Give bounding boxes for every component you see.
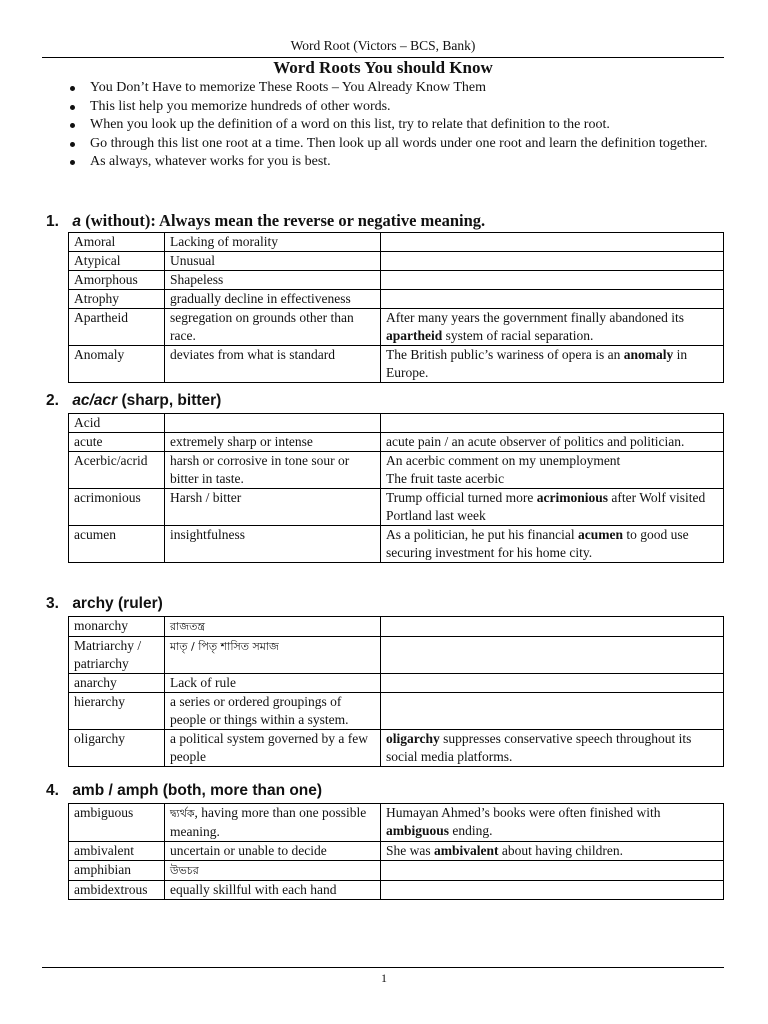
word-cell: anarchy — [69, 674, 165, 693]
table-row — [69, 346, 724, 383]
example-cell — [381, 881, 724, 900]
example-keyword: ambivalent — [434, 843, 499, 858]
definition-cell — [165, 861, 381, 881]
word-cell: Acid — [69, 414, 165, 433]
example-keyword: ambiguous — [386, 823, 450, 838]
table-row — [69, 804, 724, 842]
example-text: suppresses conservative speech throughout its social media platforms. — [386, 731, 692, 764]
table-row — [69, 452, 724, 489]
table-row — [69, 693, 724, 730]
intro-bullet: As always, whatever works for you is best. — [68, 153, 718, 172]
example-text: The fruit taste acerbic — [386, 471, 505, 486]
example-cell — [381, 489, 724, 526]
section-root: ac/acr — [72, 392, 118, 409]
example-text: She was — [386, 843, 434, 858]
example-cell — [381, 290, 724, 309]
word-cell: oligarchy — [69, 730, 165, 767]
table-row — [69, 433, 724, 452]
example-cell — [381, 842, 724, 861]
definition-cell — [165, 693, 381, 730]
table-row — [69, 309, 724, 346]
table-row — [69, 526, 724, 563]
definition-text: extremely sharp or intense — [170, 434, 313, 449]
example-cell — [381, 252, 724, 271]
definition-cell — [165, 433, 381, 452]
example-cell — [381, 414, 724, 433]
table-row — [69, 252, 724, 271]
definition-cell — [165, 414, 381, 433]
definition-cell — [165, 881, 381, 900]
table-row — [69, 233, 724, 252]
definition-text: Harsh / bitter — [170, 490, 242, 505]
table-row — [69, 617, 724, 637]
section-meaning: (both, more than one) — [162, 782, 323, 799]
example-keyword: apartheid — [386, 328, 443, 343]
intro-bullet: Go through this list one root at a time. Then look up all words under one root and learn the definition together. — [68, 135, 718, 154]
example-cell — [381, 452, 724, 489]
definition-cell — [165, 842, 381, 861]
table-row — [69, 637, 724, 674]
definition-text: রাজতন্ত্র — [170, 620, 205, 633]
intro-bullet: When you look up the definition of a word on this list, try to relate that definition to the root. — [68, 116, 718, 135]
word-cell: amphibian — [69, 861, 165, 881]
example-text: Trump official turned more — [386, 490, 537, 505]
example-text: acute pain / an acute observer of politics and politician. — [386, 434, 685, 449]
definition-cell — [165, 730, 381, 767]
example-text: After many years the government finally abandoned its — [386, 310, 685, 325]
word-cell: acumen — [69, 526, 165, 563]
example-cell — [381, 433, 724, 452]
definition-cell — [165, 309, 381, 346]
section-meaning: (sharp, bitter) — [121, 392, 222, 409]
table-row — [69, 730, 724, 767]
section-number: 2. — [46, 392, 59, 409]
table-row — [69, 271, 724, 290]
example-cell — [381, 526, 724, 563]
section-heading-a — [46, 211, 485, 231]
section-number: 1. — [46, 213, 59, 230]
table-row — [69, 674, 724, 693]
section-heading-ac-acr — [46, 392, 221, 410]
definition-text: equally skillful with each hand — [170, 882, 337, 897]
word-cell: Amorphous — [69, 271, 165, 290]
definition-text: gradually decline in effectiveness — [170, 291, 351, 306]
example-text: As a politician, he put his financial — [386, 527, 578, 542]
root-table-ac-acr — [68, 413, 724, 563]
example-cell — [381, 804, 724, 842]
section-number: 4. — [46, 782, 59, 799]
example-text: system of racial separation. — [442, 328, 594, 343]
definition-text: segregation on grounds other than race. — [170, 310, 354, 343]
section-heading-archy — [46, 595, 163, 613]
definition-cell — [165, 290, 381, 309]
definition-cell — [165, 452, 381, 489]
example-cell — [381, 617, 724, 637]
table-row — [69, 881, 724, 900]
example-text: Humayan Ahmed’s books were often finished with — [386, 805, 661, 820]
definition-text: deviates from what is standard — [170, 347, 335, 362]
word-cell: Apartheid — [69, 309, 165, 346]
root-table-a — [68, 232, 724, 383]
example-keyword: acumen — [577, 527, 623, 542]
example-cell — [381, 730, 724, 767]
word-cell: ambiguous — [69, 804, 165, 842]
example-cell — [381, 346, 724, 383]
section-heading-amb-amph — [46, 782, 322, 800]
intro-bullet-list — [68, 79, 718, 172]
definition-cell — [165, 637, 381, 674]
definition-text: Unusual — [170, 253, 215, 268]
intro-bullet: This list help you memorize hundreds of other words. — [68, 98, 718, 117]
definition-text: Lacking of morality — [170, 234, 278, 249]
definition-text: uncertain or unable to decide — [170, 843, 327, 858]
definition-cell — [165, 233, 381, 252]
definition-text: Shapeless — [170, 272, 224, 287]
example-text: after Wolf visited Portland last week — [386, 490, 706, 523]
example-text: An acerbic comment on my unemployment — [386, 453, 621, 468]
example-cell — [381, 861, 724, 881]
section-meaning: (without): Always mean the reverse or negative meaning. — [85, 211, 486, 230]
word-cell: Matriarchy / patriarchy — [69, 637, 165, 674]
definition-cell — [165, 271, 381, 290]
example-cell — [381, 637, 724, 674]
example-text: in Europe. — [386, 347, 688, 380]
example-keyword: acrimonious — [536, 490, 608, 505]
table-row — [69, 414, 724, 433]
definition-cell — [165, 526, 381, 563]
definition-cell — [165, 252, 381, 271]
page-number: 1 — [381, 971, 387, 985]
section-root: archy — [72, 595, 114, 612]
section-number: 3. — [46, 595, 59, 612]
example-keyword: anomaly — [623, 347, 674, 362]
example-cell — [381, 693, 724, 730]
footer-divider — [42, 967, 724, 968]
word-cell: Amoral — [69, 233, 165, 252]
definition-text: a political system governed by a few people — [170, 731, 368, 764]
example-cell — [381, 674, 724, 693]
definition-text: harsh or corrosive in tone sour or bitter in taste. — [170, 453, 350, 486]
example-text: about having children. — [498, 843, 623, 858]
example-text: ending. — [449, 823, 493, 838]
definition-text: মাতৃ / পিতৃ শাসিত সমাজ — [170, 640, 279, 653]
table-row — [69, 489, 724, 526]
word-cell: Atrophy — [69, 290, 165, 309]
word-cell: ambivalent — [69, 842, 165, 861]
definition-bangla: দ্ব্যর্থক — [170, 807, 195, 820]
word-cell: Atypical — [69, 252, 165, 271]
definition-cell — [165, 489, 381, 526]
definition-text: , having more than one possible meaning. — [170, 805, 367, 839]
example-cell — [381, 233, 724, 252]
word-cell: ambidextrous — [69, 881, 165, 900]
word-cell: monarchy — [69, 617, 165, 637]
definition-text: উভচর — [170, 864, 199, 877]
page-title: Word Roots You should Know — [273, 58, 493, 77]
section-root: a — [72, 213, 81, 230]
table-row — [69, 842, 724, 861]
definition-cell — [165, 617, 381, 637]
root-table-amb-amph — [68, 803, 724, 900]
example-keyword: oligarchy — [386, 731, 440, 746]
example-cell — [381, 271, 724, 290]
table-row — [69, 290, 724, 309]
example-text: to good use securing investment for his home city. — [386, 527, 689, 560]
word-cell: Anomaly — [69, 346, 165, 383]
word-cell: acrimonious — [69, 489, 165, 526]
definition-cell — [165, 804, 381, 842]
section-meaning: (ruler) — [118, 595, 163, 612]
running-header: Word Root (Victors – BCS, Bank) — [42, 38, 724, 58]
word-cell: hierarchy — [69, 693, 165, 730]
word-cell: acute — [69, 433, 165, 452]
definition-text: Lack of rule — [170, 675, 236, 690]
example-text: The British public’s wariness of opera is an — [386, 347, 624, 362]
word-cell: Acerbic/acrid — [69, 452, 165, 489]
intro-bullet: You Don’t Have to memorize These Roots – You Already Know Them — [68, 79, 718, 98]
root-table-archy — [68, 616, 724, 767]
definition-cell — [165, 674, 381, 693]
example-cell — [381, 309, 724, 346]
table-row — [69, 861, 724, 881]
definition-cell — [165, 346, 381, 383]
definition-text: insightfulness — [170, 527, 246, 542]
definition-text: a series or ordered groupings of people or things within a system. — [170, 694, 349, 727]
section-root: amb / amph — [72, 782, 159, 799]
